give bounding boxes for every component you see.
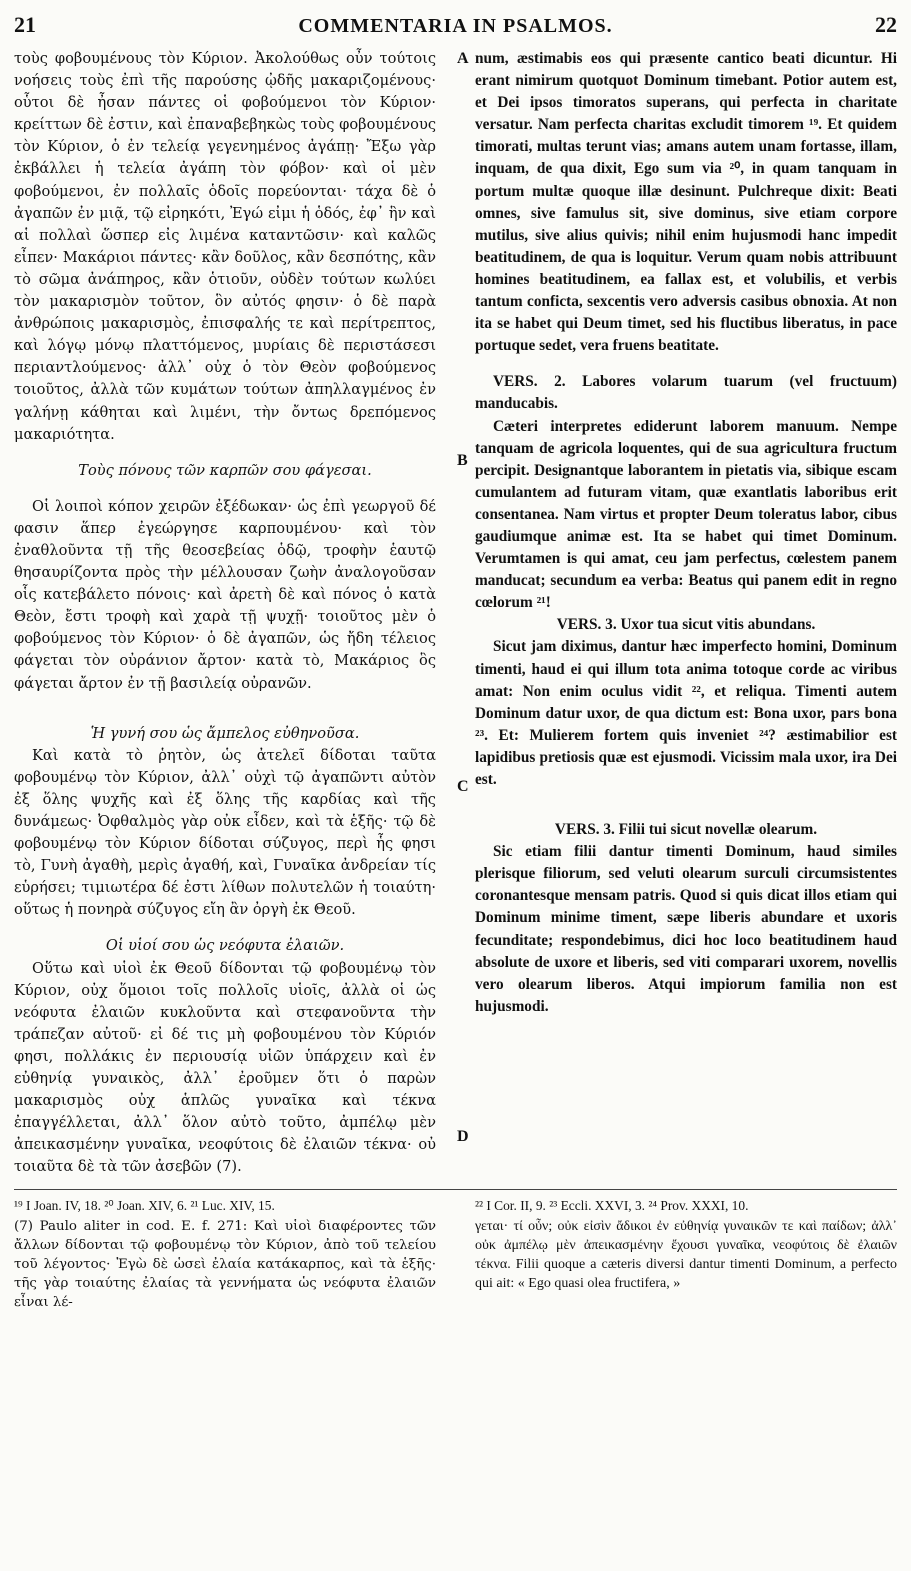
latin-column: [475, 48, 897, 1179]
greek-lemma-3: Ἡ γυνή σου ὡς ἄμπελος εὐθηνοῦσα.: [90, 724, 360, 742]
margin-marker-b: B: [457, 452, 468, 469]
page-number-left: 21: [14, 12, 36, 37]
margin-marker-d: D: [457, 1128, 469, 1145]
editor-notes: [14, 1217, 897, 1312]
citations-right: ²² I Cor. II, 9. ²³ Eccli. XXVI, 3. ²⁴ Prov. XXXI, 10.: [475, 1197, 749, 1213]
greek-paragraph-2: Οἱ λοιποὶ κόπον χειρῶν ἐξέδωκαν· ὡς ἐπὶ γεωργοῦ δέ φασιν ἅπερ ἐγεώργησε καρπουμένου· καὶ τὸν ἐναθλοῦντα τῇ τῆς θεοσεβείας ὁδῷ, τροφὴν ἑαυτῷ θησαυρίζοντα πρὸς τὴν μέλλουσαν ζωὴν ἀναλογοῦσαν οἷς κατεβάλετο πόνοις· καὶ ἀρετὴ δὲ καὶ πόνος ὁ κατὰ Θεὸν, ἔστι τροφὴ καὶ χαρὰ τῇ ψυχῇ· τοιοῦτος μὲν ὁ φοβούμενος τὸν Κύριον· ὁ δὲ ἀγαπῶν, ὡς ἤδη τέλειος φάγεται τὸν οὐράνιον ἄρτον· κατὰ τὸ, Μακάριος ὃς φάγεται ἄρτον ἐν τῇ βασιλείᾳ οὐρανῶν.: [14, 497, 436, 692]
running-header: [14, 12, 897, 42]
latin-paragraph-1: num, æstimabis eos qui præsente cantico beati dicuntur. Hi erant nimirum quotquot Dominum timebant. Potior autem est, et Dei ipsos timoratos superans, qui perfecta in charitate versatur. Nam perfecta charitas excludit timorem ¹⁹. Et quidem timorati, multas terunt vias; amans autem unam fortasse, illam, inquam, de qua dixit, Ego sum via ²⁰, in quam tanquam in portum multæ quoque illæ desinunt. Pulchreque dixit: Beati omnes, sive famulus sit, sive dominus, sive etiam corpore mutilus, sive alius quivis; nihil enim hujusmodi hanc impedit beatitudinem, de qua is loquitur. Verum quam nobis attribuunt homines beatitudinem, ea fallax est, et volubilis, et verbis tantum conficta, sexcentis vero adversis casibus obnoxia. At non ita se habet qui Deum timet, sed his fluctibus liberatus, in pace portuque sedet, vera fruens beatitate.: [475, 50, 897, 355]
greek-paragraph-4: Οὕτω καὶ υἱοὶ ἐκ Θεοῦ δίδονται τῷ φοβουμένῳ τὸν Κύριον, οὐχ ὅμοιοι τοῖς πολλοῖς υἱοῖς, ἀλλὰ οἱ ὡς νεόφυτα ἐλαιῶν κυκλοῦντα καὶ στεφανοῦντα τὴν τράπεζαν αὐτοῦ· εἰ δέ τις μὴ φοβουμένου τὸν Κύριόν φησι, πολλάκις ἐν περιουσίᾳ υἱῶν ὑπάρχειν καὶ ἐν εὐθηνίᾳ γυναικὸς, ἀλλ᾽ ἐροῦμεν ὅτι ὁ παρὼν μακαρισμὸς οὐχ ἁπλῶς γυναῖκα καὶ τέκνα ἐπαγγέλλεται, ἀλλ᾽ ὅλον αὐτὸ τοῦτο, ἀμπέλῳ μὲν ἀπεικασμένην γυναῖκα, νεοφύτοις δὲ ἐλαιῶν τέκνα· οὐ τοιαῦτα δὲ τὰ τῶν ἀσεβῶν (7).: [14, 959, 436, 1176]
greek-paragraph-1: τοὺς φοβουμένους τὸν Κύριον. Ἀκολούθως οὖν τούτοις νοήσεις τοὺς ἐπὶ τῆς παρούσης ᾠδῆς μακαριζομένους· οὗτοι δὲ ἦσαν πάντες οἱ φοβούμενοι τὸν Κύριον· κρείττων δὲ ἐστιν, καὶ ἐπαναβεβηκὼς τοὺς φοβουμένους τὸν Κύριον, ὁ ἐν τελείᾳ γεγενημένος ἀγάπῃ· Ἔξω γὰρ ἐκβάλλει ἡ τελεία ἀγάπη τὸν φόβον· καὶ οἱ μὲν φοβούμενοι, ἐν πολλαῖς ὁδοῖς πορεύονται· τάχα δὲ ὁ ἀγαπῶν ἐν μιᾷ, τῷ εἰρηκότι, Ἐγώ εἰμι ἡ ὁδός, ἐφ᾽ ἣν καὶ αἱ πολλαὶ ὥσπερ εἰς λιμένα καταντῶσιν· καὶ καλῶς εἶπεν· Μακάριοι πάντες· κἂν δοῦλος, κἂν δεσπότης, κἂν τὸ σῶμα ἀνάπηρος, κἂν ὁτιοῦν, οὐδὲν τούτων κωλύει τὸν μακαρισμὸν τοῦτον, ὃν αὐτός φησιν· ὁ δὲ παρὰ ἀνθρώποις μακαρισμὸς, ἐπισφαλής τε καὶ περίτρεπτος, καὶ λόγῳ μόνῳ πλαττόμενος, μυρίαις δὲ περιστάσεσι περιαντλούμενος· ἀλλ᾽ οὐχ ὁ τὸν Θεὸν φοβούμενος τοιοῦτος, ἀλλὰ τῶν κυμάτων τούτων ἀπηλλαγμένος ἐν γαλήνῃ κάθηται καὶ λιμένι, τὴν ὄντως δρεπόμενος μακαριότητα.: [14, 50, 436, 443]
editor-note-left: (7) Paulo aliter in cod. E. f. 271: Καὶ υἱοὶ διαφέροντες τῶν ἄλλων δίδονται τῷ φοβουμένῳ τὸν Κύριον, ἀπὸ τοῦ τελείου τοῦ λέγοντος· Ἐγὼ δὲ ὡσεὶ ἐλαία κατάκαρπος, καὶ τὰ ἑξῆς· τῆς γὰρ τοιαύτης ἐλαίας τὰ γεννήματα ὡς νεόφυτα ἐλαιῶν εἶναι λέ-: [14, 1218, 436, 1310]
latin-paragraph-2: Cæteri interpretes ediderunt laborem manuum. Nempe tanquam de agricola loquentes, qui de sua agricultura fructum percipit. Designantque laborantem in pietatis via, sibique escam cumulantem ad futuram vitam, quæ exantlatis laboribus erit consentanea. Nam virtus et propter Deum toleratus labor, cibus gaudiumque animæ est. Ita se habet qui timet Dominum. Verumtamen is qui amat, ceu jam perfectus, cœlestem panem manducat; secundum ea verba: Beatus qui panem edit in regno cœlorum ²¹!: [475, 417, 897, 612]
two-column-body: [14, 48, 897, 1179]
latin-verse-heading-2: VERS. 2. Labores volarum tuarum (vel fructuum) manducabis.: [475, 373, 897, 413]
greek-paragraph-3: Καὶ κατὰ τὸ ῥητὸν, ὡς ἀτελεῖ δίδοται ταῦτα φοβουμένῳ τὸν Κύριον, ἀλλ᾽ οὐχὶ τῷ ἀγαπῶντι αὐτὸν ἐξ ὅλης ψυχῆς καὶ ἐξ ὅλης τῆς καρδίας καὶ τῆς δυνάμεως· Ὀφθαλμὸς γὰρ οὐκ εἶδεν, καὶ τὰ ἑξῆς· τῷ δὲ φοβουμένῳ τὸν Κύριον δίδοται σύζυγος, περὶ ἧς φησι τὸ, Γυνὴ ἀγαθὴ, μερὶς ἀγαθή, καὶ, Γυναῖκα ἀνδρείαν τίς εὑρήσει; τιμιωτέρα δέ ἐστι λίθων πολυτελῶν ἡ τοιαύτη· οὕτως ἡ πονηρὰ σύζυγος εἴη ἂν ὀργὴ ἐκ Θεοῦ.: [14, 746, 436, 919]
running-title: COMMENTARIA IN PSALMOS.: [298, 15, 613, 37]
footnote-citations: [14, 1196, 897, 1215]
greek-column: [14, 48, 436, 1179]
editor-note-right: γεται· τί οὖν; οὐκ εἰσὶν ἄδικοι ἐν εὐθηνίᾳ γυναικῶν τε καὶ παίδων; ἀλλ᾽ οὐκ ἀμπέλῳ μὲν ἀπεικασμένην ἔχουσι γυναῖκα, νεοφύτοις δὲ ἐλαιῶν τέκνα. Filii quoque a cæteris diversi dantur timenti Dominum, a perfecto qui ait: « Ego quasi olea fructifera, »: [475, 1218, 897, 1291]
citations-left: ¹⁹ I Joan. IV, 18. ²⁰ Joan. XIV, 6. ²¹ Luc. XIV, 15.: [14, 1197, 275, 1213]
margin-marker-c: C: [457, 778, 469, 795]
latin-paragraph-4: Sic etiam filii dantur timenti Dominum, haud similes plerisque filiorum, sed veluti olearum surculi circumsistentes coronantesque mensam patris. Quod si quis dicat illos etiam qui Dominum minime timent, sæpe liberis abundare et uxoris fecunditate; respondebimus, dici hoc loco beatitudinem haud absolute de uxore et liberis, sed viti comparari uxorem, novellis vero olearum liberos. Atqui impiorum familia non est hujusmodi.: [475, 843, 897, 1015]
page-number-right: 22: [875, 12, 897, 37]
greek-lemma-4: Οἱ υἱοί σου ὡς νεόφυτα ἐλαιῶν.: [105, 937, 345, 955]
latin-verse-heading-3: VERS. 3. Uxor tua sicut vitis abundans.: [556, 616, 816, 634]
latin-verse-heading-4: VERS. 3. Filii tui sicut novellæ olearum.: [554, 821, 818, 839]
footnote-rule: [14, 1189, 897, 1190]
latin-paragraph-3: Sicut jam diximus, dantur hæc imperfecto homini, Dominum timenti, haud ei qui illum tota anima totoque corde ac viribus amat: Non enim oculus vidit ²², et reliqua. Timenti autem Dominum datur uxor, de qua dictum est: Bona uxor, pars bona ²³. Et: Mulierem fortem quis inveniet ²⁴? æstimabilior est lapidibus pretiosis quæ est ejusmodi. Vicissim mala uxor, ira Dei est.: [475, 638, 897, 788]
greek-lemma-2: Τοὺς πόνους τῶν καρπῶν σου φάγεσαι.: [78, 461, 372, 479]
margin-marker-a: A: [457, 50, 469, 67]
